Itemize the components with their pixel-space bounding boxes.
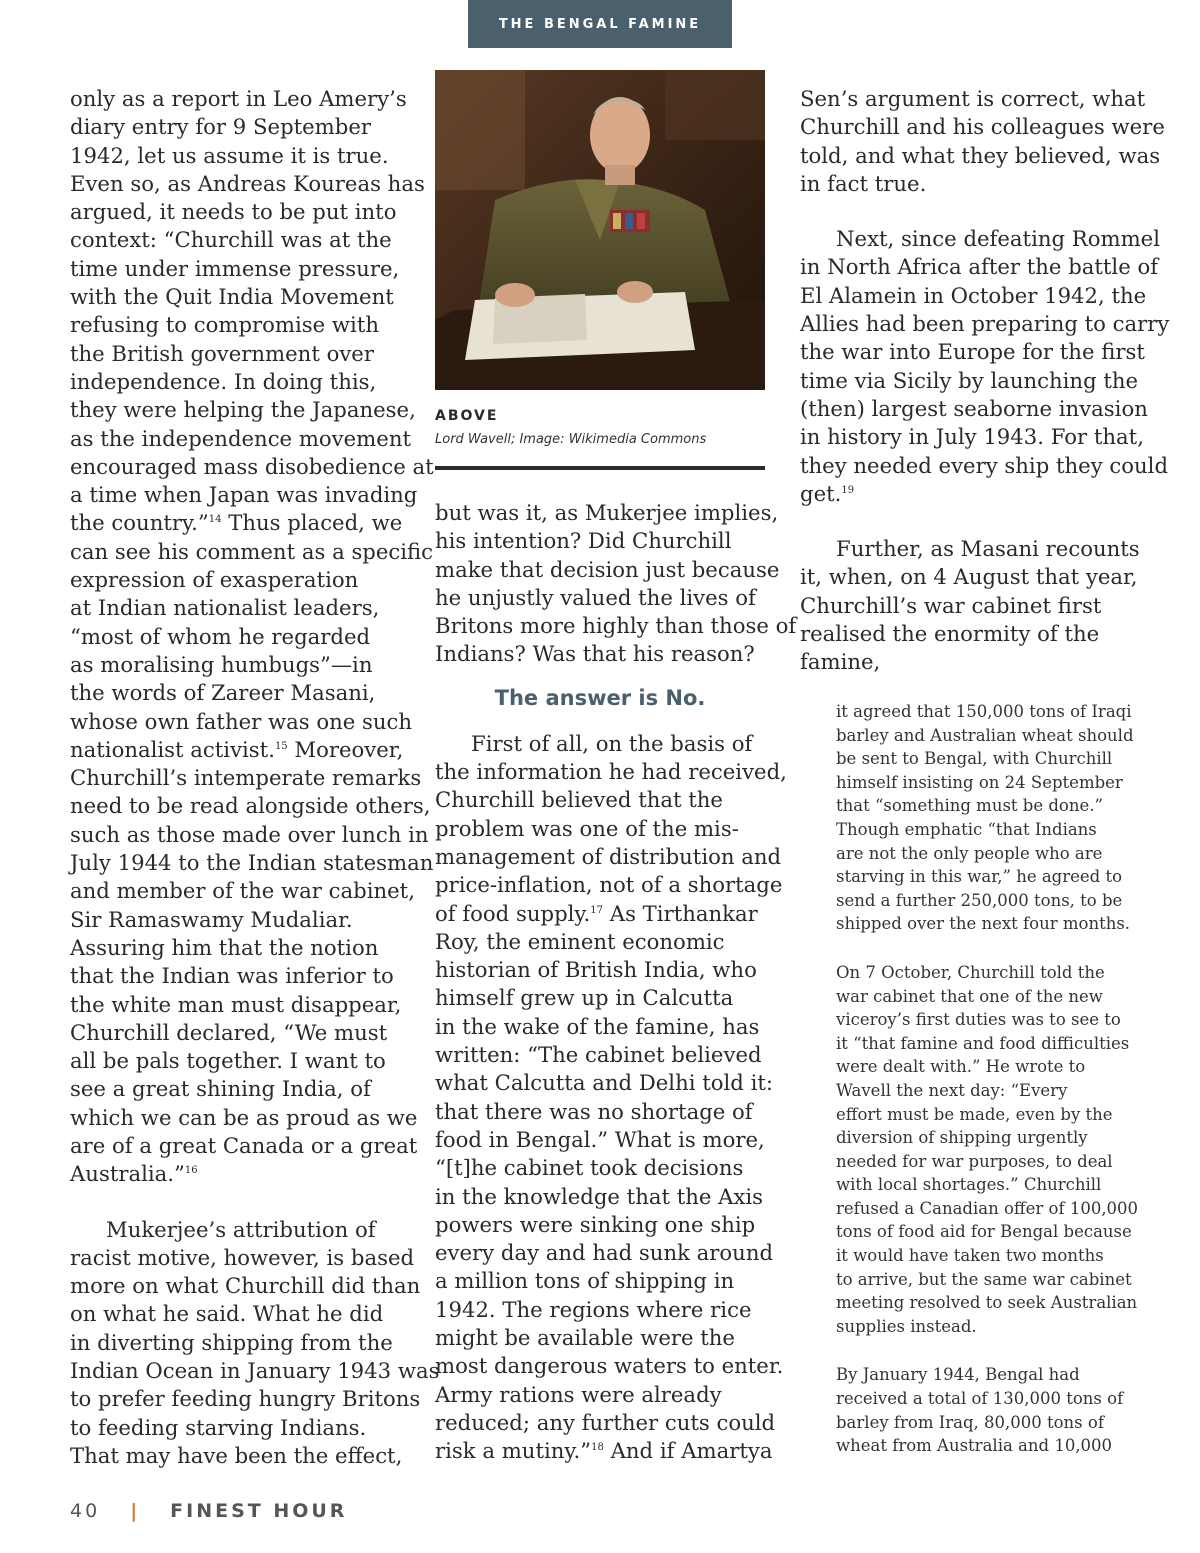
text-line: see a great shining India, of [70,1076,371,1102]
text-fragment: Thus placed, we [221,510,403,536]
footer-separator: | [130,1500,141,1522]
text-line: Next, since defeating Rommel [836,226,1160,252]
text-fragment: get. [800,480,842,506]
quote-line: it “that famine and food difficulties [836,1033,1130,1053]
text-line: every day and had sunk around [435,1240,774,1266]
quote-line: that “something must be done.” [836,796,1103,816]
text-line: Even so, as Andreas Koureas has [70,170,425,196]
quote-line: are not the only people who are [836,843,1103,863]
text-fragment: nationalist activist. [70,736,275,762]
text-line: in the knowledge that the Axis [435,1183,764,1209]
subheading: The answer is No. [494,685,706,710]
quote-paragraph-1 [836,700,1132,936]
quote-line: with local shortages.” Churchill [836,1175,1102,1195]
text-line: 1942. The regions where rice [435,1296,752,1322]
quote-line: On 7 October, Churchill told the [836,962,1105,982]
column-3 [800,85,1170,677]
quote-line: meeting resolved to seek Australian [836,1293,1138,1313]
text-fragment: the country.” [70,510,209,536]
text-line: a time when Japan was invading [70,482,418,508]
quote-line: war cabinet that one of the new [836,986,1103,1006]
column-2 [435,499,797,1466]
text-line: racist motive, however, is based [70,1244,415,1270]
text-line: food in Bengal.” What is more, [435,1126,765,1152]
block-quote [836,700,1139,1458]
text-line: July 1944 to the Indian statesman [70,850,434,876]
col3-paragraph-1 [800,85,1165,198]
col3-paragraph-3 [800,535,1140,676]
quote-line: tons of food aid for Bengal because [836,1222,1132,1242]
text-fragment: As Tirthankar [603,900,758,926]
text-line: they were helping the Japanese, [70,397,416,423]
text-line: Allies had been preparing to carry [800,311,1170,337]
text-line: Churchill believed that the [435,787,723,813]
text-line: Mukerjee’s attribution of [106,1216,376,1242]
text-line: that the Indian was inferior to [70,963,394,989]
text-line: diary entry for 9 September [70,114,372,140]
col2-paragraph-1 [435,499,797,669]
text-line: That may have been the effect, [70,1442,403,1468]
col1-paragraph-2 [70,1216,440,1471]
text-line: himself grew up in Calcutta [435,985,734,1011]
quote-line: needed for war purposes, to deal [836,1151,1113,1171]
text-line: Further, as Masani recounts [836,536,1140,562]
quote-line: to arrive, but the same war cabinet [836,1269,1132,1289]
quote-line: barley and Australian wheat should [836,725,1134,745]
text-line: independence. In doing this, [70,368,377,394]
text-line [435,1437,773,1465]
text-line: Churchill’s war cabinet first [800,592,1102,618]
text-line: management of distribution and [435,843,782,869]
text-line: and member of the war cabinet, [70,878,415,904]
text-line: historian of British India, who [435,957,757,983]
text-line: to feeding starving Indians. [70,1414,367,1440]
quote-paragraph-2 [836,961,1139,1339]
text-line: 1942, let us assume it is true. [70,142,389,168]
text-line: Churchill’s intemperate remarks [70,765,422,791]
text-line: the British government over [70,340,374,366]
quote-line: viceroy’s first duties was to see to [836,1010,1121,1030]
text-line [435,900,765,928]
text-line: written: “The cabinet believed [435,1042,762,1068]
quote-line: diversion of shipping urgently [836,1128,1088,1148]
quote-paragraph-3 [836,1363,1132,1457]
quote-line: were dealt with.” He wrote to [836,1057,1086,1077]
text-line: they needed every ship they could [800,452,1169,478]
text-line: whose own father was one such [70,708,413,734]
text-line: realised the enormity of the [800,621,1100,647]
section-header-tab [468,0,732,48]
text-line: expression of exasperation [70,567,359,593]
text-line: powers were sinking one ship [435,1211,756,1237]
lord-wavell-photo [435,70,765,390]
text-line: on what he said. What he did [70,1301,384,1327]
text-line: in fact true. [800,170,927,196]
col1-paragraph-1 [70,85,434,1189]
text-line: his intention? Did Churchill [435,528,732,554]
text-line: Army rations were already [435,1381,722,1407]
text-line: which we can be as proud as we [70,1104,418,1130]
text-line: make that decision just because [435,556,780,582]
text-line: need to be read alongside others, [70,793,431,819]
text-line: famine, [800,649,881,675]
quote-line: Though emphatic “that Indians [836,819,1097,839]
text-line: it, when, on 4 August that year, [800,564,1138,590]
text-fragment: of food supply. [435,900,591,926]
text-fragment: Moreover, [287,736,404,762]
text-line: Britons more highly than those of [435,613,797,639]
text-line: only as a report in Leo Amery’s [70,86,407,111]
text-line: what Calcutta and Delhi told it: [435,1070,773,1096]
text-line: to prefer feeding hungry Britons [70,1386,421,1412]
quote-line: Wavell the next day: “Every [836,1080,1068,1100]
quote-line: refused a Canadian offer of 100,000 [836,1198,1139,1218]
text-line: most dangerous waters to enter. [435,1353,784,1379]
text-line: Sen’s argument is correct, what [800,86,1146,111]
text-line: all be pals together. I want to [70,1048,386,1074]
text-line: context: “Churchill was at the [70,227,392,253]
quote-line: be sent to Bengal, with Churchill [836,749,1113,769]
quote-line: shipped over the next four months. [836,914,1131,934]
text-line: reduced; any further cuts could [435,1409,776,1435]
quote-line: By January 1944, Bengal had [836,1365,1080,1385]
text-line: in history in July 1943. For that, [800,424,1144,450]
text-line: problem was one of the mis- [435,815,739,841]
text-line: argued, it needs to be put into [70,199,397,225]
text-line: Assuring him that the notion [70,934,379,960]
text-line: refusing to compromise with [70,312,379,338]
text-fragment: risk a mutiny.” [435,1438,592,1464]
magazine-name: FINEST HOUR [170,1500,348,1522]
text-line: Indians? Was that his reason? [435,641,755,667]
footnote-ref: 15 [274,740,288,752]
section-title: THE BENGAL FAMINE [498,16,702,32]
quote-line: supplies instead. [836,1316,977,1336]
quote-line: wheat from Australia and 10,000 [836,1436,1113,1456]
text-line: the white man must disappear, [70,991,402,1017]
text-fragment: Australia.” [70,1161,185,1187]
text-line: encouraged mass disobedience at [70,453,434,479]
text-line: (then) largest seaborne invasion [800,395,1148,421]
text-line: told, and what they believed, was [800,142,1161,168]
column-1 [70,85,440,1470]
quote-line: effort must be made, even by the [836,1104,1113,1124]
text-line: with the Quit India Movement [70,284,394,310]
quote-line: it would have taken two months [836,1246,1104,1266]
photo-caption: Lord Wavell; Image: Wikimedia Commons [435,432,707,447]
quote-line: starving in this war,” he agreed to [836,867,1123,887]
text-line: Churchill and his colleagues were [800,114,1165,140]
text-line: in the wake of the famine, has [435,1013,760,1039]
text-line: as the independence movement [70,425,411,451]
text-line [70,509,415,537]
text-line: Indian Ocean in January 1943 was [70,1358,440,1384]
text-line: he unjustly valued the lives of [435,584,756,610]
text-line: “[t]he cabinet took decisions [435,1155,744,1181]
text-line: are of a great Canada or a great [70,1132,418,1158]
quote-line: received a total of 130,000 tons of [836,1389,1124,1409]
text-line: the war into Europe for the first [800,339,1145,365]
footnote-ref: 18 [591,1442,604,1454]
text-line: “most of whom he regarded [70,623,371,649]
text-line: that there was no shortage of [435,1098,753,1124]
footnote-ref: 17 [590,904,604,916]
col2-paragraph-2 [435,730,787,1466]
text-line: in North Africa after the battle of [800,254,1159,280]
text-line: more on what Churchill did than [70,1273,421,1299]
quote-line: it agreed that 150,000 tons of Iraqi [836,702,1132,721]
caption-label: ABOVE [435,408,499,424]
text-line: Churchill declared, “We must [70,1019,388,1045]
page-number: 40 [70,1500,101,1522]
text-line [70,736,415,764]
text-line: Sir Ramaswamy Mudaliar. [70,906,353,932]
footnote-ref: 16 [184,1165,198,1177]
text-line: a million tons of shipping in [435,1268,735,1294]
caption-divider [435,466,765,470]
text-line: can see his comment as a specific [70,538,434,564]
quote-line: send a further 250,000 tons, to be [836,890,1123,910]
text-line: the words of Zareer Masani, [70,680,376,706]
text-line: El Alamein in October 1942, the [800,282,1147,308]
text-line: Roy, the eminent economic [435,928,725,954]
page-footer [70,1500,347,1522]
quote-line: himself insisting on 24 September [836,772,1123,792]
text-line: price-inflation, not of a shortage [435,872,783,898]
text-fragment: And if Amartya [603,1438,773,1464]
text-line: but was it, as Mukerjee implies, [435,500,779,525]
col3-paragraph-2 [800,225,1170,508]
text-line: in diverting shipping from the [70,1329,393,1355]
text-line: First of all, on the basis of [471,730,753,756]
text-line: as moralising humbugs”—in [70,651,373,677]
footnote-ref: 14 [208,514,222,526]
text-line: time under immense pressure, [70,255,400,281]
quote-line: barley from Iraq, 80,000 tons of [836,1412,1104,1432]
text-line [800,480,1130,508]
text-line [70,1160,415,1188]
text-line: time via Sicily by launching the [800,367,1139,393]
text-line: the information he had received, [435,759,787,785]
text-line: such as those made over lunch in [70,821,429,847]
text-line: might be available were the [435,1325,735,1351]
text-line: at Indian nationalist leaders, [70,595,380,621]
footnote-ref: 19 [841,484,855,496]
